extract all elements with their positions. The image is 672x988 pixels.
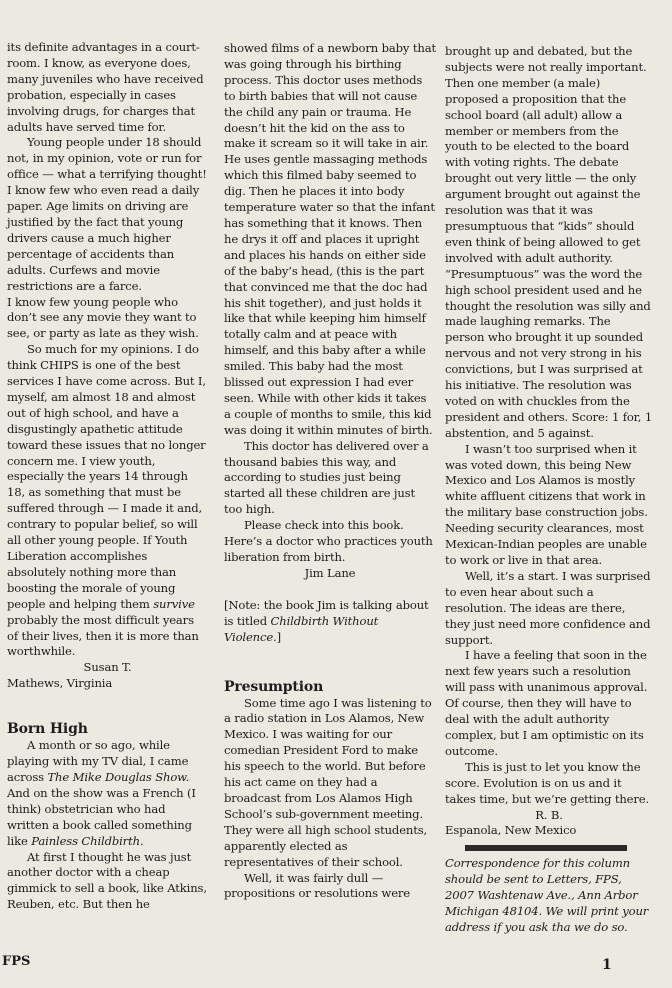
emphasis: The Mike Douglas Show. [47,769,190,784]
paragraph: I have a feeling that soon in the next few years such a resolution will pass with unanimous approval. Of course, then they will have to deal with the adult authority complex, but I am optimistic on its outcome. [445,648,648,758]
text-run: ] [276,629,281,644]
text-run: probably the most difficult years of their lives, then it is more than worthwhile. [7,612,199,659]
text-run: [Note: the book Jim is talking about is titled [224,597,429,628]
divider [465,845,627,851]
paragraph: Well, it was fairly dull — propositions or resolutions were [224,870,411,901]
emphasis: survive [153,596,195,611]
paragraph: showed films of a newborn baby that was going through his birthing process. This doctor uses methods to birth babies that will not cause the child any pain or trauma. He doesn’t hit the kid on the ass to make it scream so it will take in air. He uses gentle massaging methods which this filmed baby seemed to dig. Then he places it into body temperature water so that the infant has something that it knows. Then he drys it off and places it upright and places his hands on either side of the baby’s head, (this is the part that convinced me that the doc had his shit together), and just holds it like that while keeping him himself totally calm and at peace with himself, and this baby after a while smiled. This baby had the most blissed out expression I had ever seen. While with other kids it takes a couple of months to smile, this kid was doing it within minutes of birth. [224,41,436,437]
column-2 [224,41,436,902]
paragraph: Some time ago I was listening to a radio station in Los Alamos, New Mexico. I was waiting for our comedian President Ford to make his speech to the world. But before his act came on they had a broadcast from Los Alamos High School’s sub-government meeting. They were all high school students, apparently elected as representatives of their school. [224,695,432,869]
column-3 [445,44,653,935]
signature-place: Espanola, New Mexico [445,823,577,838]
paragraph: Young people under 18 should not, in my opinion, vote or run for office — what a terrifying thought! I know few who even read a daily paper. Age limits on driving are justified by the fact that young drivers cause a much higher percentage of accidents than adults. Curfews and movie restrictions are a farce. [7,135,207,293]
paragraph: Please check into this book. Here’s a doctor who practices youth liberation from birth. [224,518,433,564]
paragraph: I know few young people who don’t see any movie they want to see, or party as late as they wish. [7,294,199,341]
emphasis: Childbirth Without Violence. [224,613,379,644]
signature: R. B. [535,807,563,822]
column-1 [7,40,208,913]
section-heading: Born High [7,721,88,738]
publication-mark: FPS [2,954,31,969]
text-run: A month or so ago, while playing with my TV dial, I came across [7,738,189,784]
text-run: And on the show was a French (I think) obstetrician who had written a book called something like [7,785,196,848]
emphasis: Painless Childbirth. [31,833,144,848]
page-number: 1 [602,957,612,973]
paragraph: its definite advantages in a court-room. I know, as everyone does, many juveniles who have received probation, especially in cases involving drugs, for charges that adults have served time for. [7,40,204,134]
paragraph [7,738,208,849]
text-run: So much for my opinions. I do think CHIPS is one of the best services I have come across. But I, myself, am almost 18 and almost out of high school, and have a disgustingly apathetic attitude toward these issues that no longer concern me. I view youth, especially the years 14 through 18, as something that must be suffered through — I made it and, contrary to popular belief, so will all other young people. If Youth Liberation accomplishes absolutely nothing more than boosting the morale of young people and helping them [7,342,206,611]
paragraph: This is just to let you know the score. Evolution is on us and it takes time, but we’re getting there. [445,759,650,806]
paragraph [7,342,208,660]
paragraph: This doctor has delivered over a thousand babies this way, and according to studies just being started all these children are just too high. [224,438,429,517]
editor-note [224,598,436,646]
paragraph: At first I thought he was just another doctor with a cheap gimmick to sell a book, like Atkins, Reuben, etc. But then he [7,849,207,912]
paragraph: I wasn’t too surprised when it was voted down, this being New Mexico and Los Alamos is mostly white affluent citizens that work in the military base construction jobs. Needing security clearances, most Mexican-Indian peoples are unable to work or live in that area. [445,441,648,567]
correspondence-note: Correspondence for this column should be sent to Letters, FPS, 2007 Washtenaw Ave., Ann Arbor Michigan 48104. We will print your address if you ask tha we do so. [445,856,649,935]
signature-name: Susan T. [83,660,132,675]
paragraph: Well, it’s a start. I was surprised to even hear about such a resolution. The ideas are there, they just need more confidence and support. [445,568,651,647]
paragraph: brought up and debated, but the subjects were not really important. Then one member (a male) proposed a proposition that the school board (all adult) allow a member or members from the youth to be elected to the board with voting rights. The debate brought out very little — the only argument brought out against the resolution was that it was presumptuous that “kids” should even think of being allowed to get involved with adult authority. “Presumptuous” was the word the high school president used and he thought the resolution was silly and made laughing remarks. The person who brought it up sounded nervous and not very strong in his convictions, but I was surprised at his initiative. The resolution was voted on with chuckles from the president and others. Score: 1 for, 1 abstention, and 5 against. [445,44,653,440]
signature-place: Mathews, Virginia [7,676,113,691]
section-heading: Presumption [224,678,324,695]
signature: Jim Lane [304,565,356,580]
